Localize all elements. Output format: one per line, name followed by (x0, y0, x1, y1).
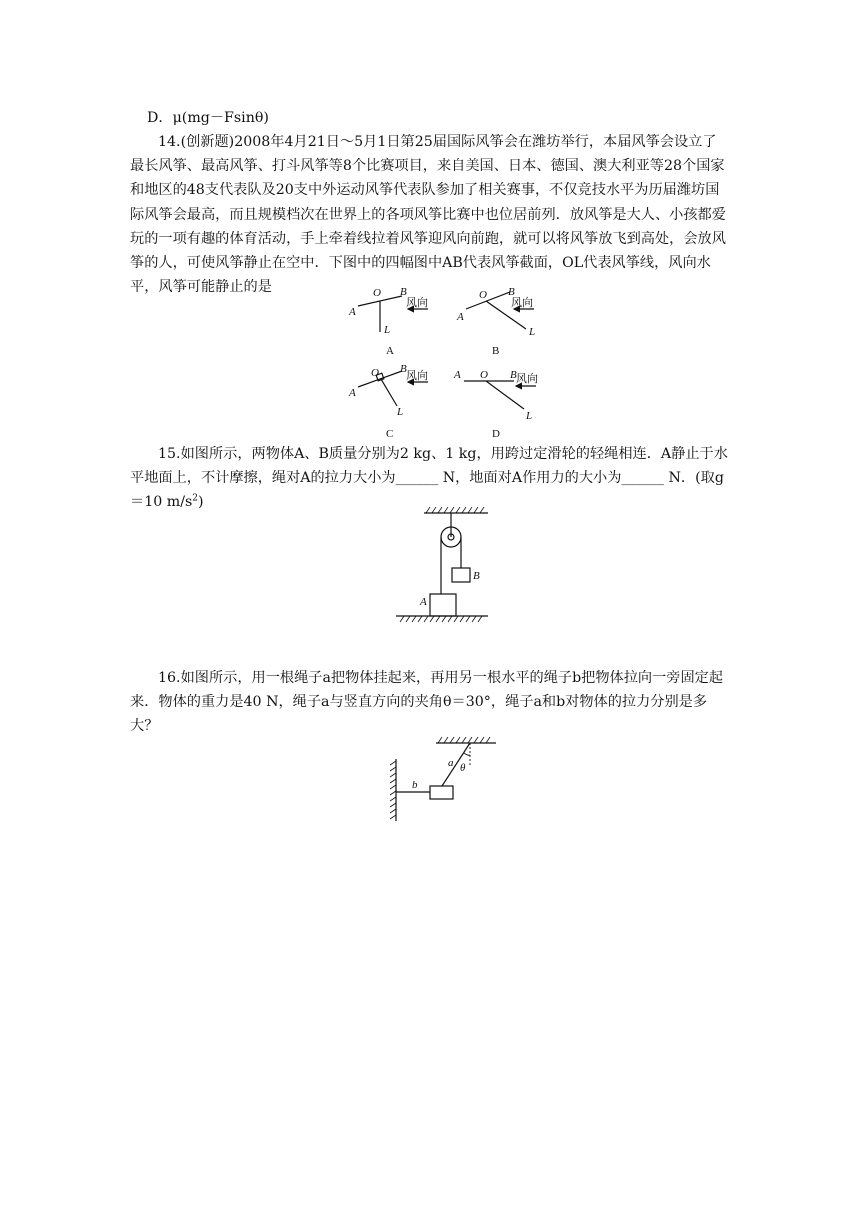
option-d: D．μ(mg－Fsinθ) (147, 110, 269, 126)
kite-d-string (486, 381, 524, 409)
kite-b-label-l: L (529, 326, 536, 338)
kite-b-wind-label: 风向 (511, 297, 533, 309)
kite-a-label-a: A (349, 306, 356, 318)
caption-b: B (492, 345, 500, 357)
ceiling-hatch (438, 737, 490, 743)
label-theta: θ (460, 762, 466, 774)
ceiling-hatch (426, 507, 484, 513)
kite-c-string (381, 379, 397, 406)
caption-a: A (386, 345, 394, 357)
wall-hatch (390, 761, 396, 819)
kite-a-label-l: L (384, 324, 391, 336)
kite-c-wind-label: 风向 (406, 370, 428, 382)
kite-c-label-o: O (371, 367, 379, 379)
question-16-text: 16.如图所示，用一根绳子a把物体挂起来，再用另一根水平的绳子b把物体拉向一旁固定起来．物体的重力是40 N，绳子a与竖直方向的夹角θ＝30°，绳子a和b对物体的拉力分别是多大？ (130, 670, 724, 735)
kite-b-section (466, 292, 510, 309)
rope-a (442, 743, 470, 786)
block-a (430, 594, 456, 616)
caption-d: D (492, 428, 500, 440)
pulley-diagram (396, 507, 492, 623)
ground-hatch (400, 616, 482, 622)
kite-b-label-o: O (479, 289, 487, 301)
kite-a-wind-label: 风向 (406, 297, 428, 309)
rope-diagram (390, 737, 500, 823)
kite-b-label-a: A (457, 311, 464, 323)
kite-b-label-b: B (508, 286, 515, 298)
kite-d-wind-label: 风向 (516, 373, 538, 385)
kite-a-label-o: O (373, 287, 381, 299)
kite-d-label-a: A (454, 369, 461, 381)
question-15-text (130, 442, 730, 515)
question-15-sup: 2 (192, 493, 198, 504)
kite-d-label-l: L (526, 410, 533, 422)
kite-a-label-b: B (400, 286, 407, 298)
hanging-block (430, 786, 453, 799)
kite-d-label-o: O (480, 369, 488, 381)
question-14-text: 14.(创新题)2008年4月21日～5月1日第25届国际风筝会在潍坊举行，本届风筝会设立了最长风筝、最高风筝、打斗风筝等8个比赛项目，来自美国、日本、德国、澳大利亚等28个国家和地区的48支代表队及20支中外运动风筝代表队参加了相关赛事，不仅竞技水平为历届潍坊国际风筝会最高，而且规模档次在世界上的各项风筝比赛中也位居前列．放风筝是大人、小孩都爱玩的一项有趣的体育活动，手上牵着线拉着风筝迎风向前跑，就可以将风筝放飞到高处，会放风筝的人，可使风筝静止在空中．下图中的四幅图中AB代表风筝截面，OL代表风筝线，风向水平，风筝可能静止的是 (130, 134, 726, 296)
kite-c-label-b: B (400, 363, 407, 375)
caption-c: C (386, 428, 394, 440)
angle-arc (464, 753, 470, 755)
kite-c-label-a: A (349, 387, 356, 399)
kite-diagrams (340, 282, 560, 444)
label-a: A (420, 596, 427, 608)
question-15-tail: ) (198, 494, 204, 511)
block-b (452, 568, 470, 582)
label-rope-a: a (448, 757, 454, 769)
question-15-body: 15.如图所示，两物体A、B质量分别为2 kg、1 kg，用跨过定滑轮的轻绳相连．A静止于水平地面上，不计摩擦，绳对A的拉力大小为______ N，地面对A作用力的大小为______ N．(取g＝10 m/s (130, 446, 728, 511)
kite-c-label-l: L (397, 406, 404, 418)
label-b: B (473, 570, 480, 582)
kite-d-label-b: B (510, 369, 517, 381)
label-rope-b: b (412, 779, 418, 791)
